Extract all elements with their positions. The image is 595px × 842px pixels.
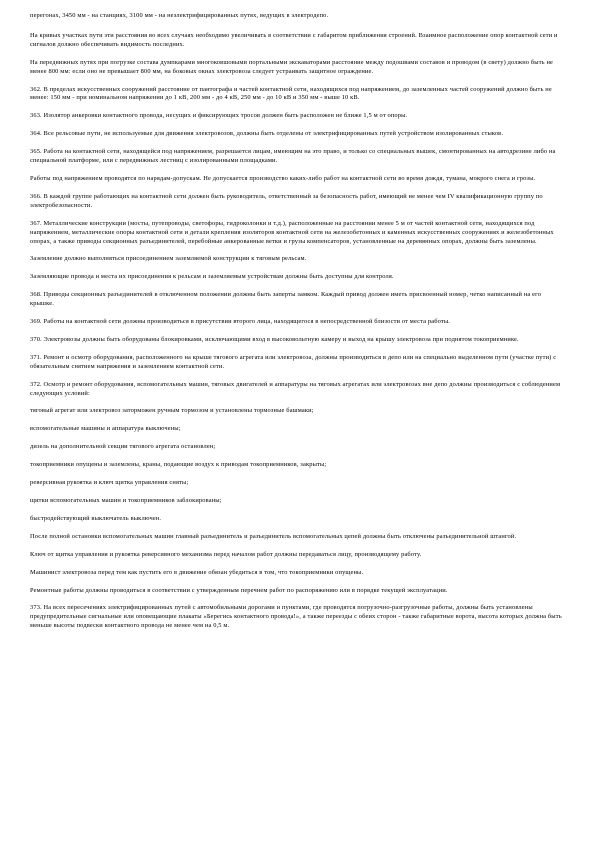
paragraph: 366. В каждой группе работающих на контактной сети должен быть руководитель, ответственный за безопасность работ, имеющий не менее чем IV квалификационную группу по электробезопасности. <box>30 192 543 209</box>
paragraph: тяговый агрегат или электровоз заторможен ручным тормозом и установлены тормозные башмаки; <box>30 407 314 415</box>
paragraph: Ремонтные работы должны проводиться в соответствии с утвержденным перечнем работ по распоряжению или в порядке текущей эксплуатации. <box>30 586 448 594</box>
paragraph: 371. Ремонт и осмотр оборудования, расположенного на крыше тягового агрегата или электровоза, должны производиться в депо или на специально выделенном пути (участке пути) с обязательным снятием напряжения и заземлением контактной сети. <box>30 353 557 370</box>
paragraph: 363. Изолятор анкеровки контактного провода, несущих и фиксирующих тросов должен быть расположен не ближе 1,5 м от опоры. <box>30 112 408 120</box>
paragraph: Работы под напряжением проводятся по нарядам-допускам. Не допускается производство каких-либо работ на контактной сети во время дождя, тумана, мокрого снега и грозы. <box>30 174 536 182</box>
paragraph: 365. Работа на контактной сети, находящейся под напряжением, разрешается лицам, имеющим на это право, и только со специальных вышек, смонтированных на автодрезине либо на специальной платформе, или с передвижных лестниц с изолированными площадками. <box>30 148 556 165</box>
paragraph: дизель на дополнительной секции тягового агрегата остановлен; <box>30 443 216 451</box>
paragraph: токоприемники опущены и заземлены, краны, подающие воздух к приводам токоприемников, закрыты; <box>30 461 327 469</box>
paragraph: 372. Осмотр и ремонт оборудования, вспомогательных машин, тяговых двигателей и аппаратуры на тяговых агрегатах или электровозах вне депо должны производиться с соблюдением следующих условий: <box>30 380 561 397</box>
paragraph: Заземляющие провода и места их присоединения к рельсам и заземляемым устройствам должны быть доступны для контроля. <box>30 273 394 281</box>
paragraph: 368. Приводы секционных разъединителей в отключенном положении должны быть заперты замком. Каждый привод должен иметь присвоенный номер, четко написанный на его крышке. <box>30 291 542 308</box>
paragraph: На передвижных путях при погрузке состава думпкарами многоковшовыми портальными экскаваторами расстояние между подошвами составов и проводом (в свету) должно быть не менее 800 мм: если оно не превышает 800 мм, на боковых окнах электровоза следует устраивать защитное ограждение. <box>30 58 554 75</box>
paragraph: быстродействующий выключатель выключен. <box>30 514 162 522</box>
paragraph: реверсивная рукоятка и ключ щитка управления сняты; <box>30 479 189 487</box>
paragraph: 364. Все рельсовые пути, не используемые для движения электровозов, должны быть отделены от электрифицированных путей устройством изолированных стыков. <box>30 130 504 138</box>
paragraph: Машинист электровоза перед тем как пустить его в движение обязан убедиться в том, что токоприемники опущены. <box>30 568 364 576</box>
paragraph: 373. На всех пересечениях электрифицированных путей с автомобильными дорогами и пунктами, где проводятся погрузочно-разгрузочные работы, должны быть установлены предупредительные сигнальные или оповещающие плакаты «Берегись контактного провода!», а также переезды с обеих сторон - также габаритные ворота, высота которых должна быть меньше высоты подвески контактного провода не менее чем на 0,5 м. <box>30 604 562 630</box>
paragraph: 362. В пределах искусственных сооружений расстояние от пантографа и частей контактной сети, находящихся под напряжением, до заземленных частей сооружений должно быть не менее: 150 мм - при номинальном напряжении до 1 кВ, 200 мм - до 4 кВ, 250 мм - до 10 кВ и 350 мм - выше 10 кВ. <box>30 85 552 102</box>
paragraph: Ключ от щитка управления и рукоятка реверсивного механизма перед началом работ должны передаваться лицу, производящему работу. <box>30 550 422 558</box>
paragraph: вспомогательные машины и аппаратура выключены; <box>30 425 181 433</box>
paragraph: 370. Электровозы должны быть оборудованы блокировками, исключающими вход в высоковольтную камеру и выход на крышу электровоза при поднятом токоприемнике. <box>30 335 519 343</box>
paragraph: перегонах, 3450 мм - на станциях, 3100 мм - на неэлектрифицированных путях, ведущих в электродепо. <box>30 12 329 19</box>
paragraph: На кривых участках пути эти расстояния во всех случаях необходимо увеличивать в соответствии с габаритом приближения строений. Взаимное расположение опор контактной сети и сигналов должно обеспечивать видимость последних. <box>30 31 558 48</box>
paragraph: Заземление должно выполняться присоединением заземляемой конструкции к тяговым рельсам. <box>30 255 307 263</box>
paragraph: После полной остановки вспомогательных машин главный разъединитель и разъединитель вспомогательных цепей должны быть отключены разъединительной штангой. <box>30 532 517 540</box>
paragraph: 367. Металлические конструкции (мосты, путепроводы, светофоры, гидроколонки и т.д.), расположенные на расстоянии менее 5 м от частей контактной сети, находящихся под напряжением, металлические опоры контактной сети и детали крепления изоляторов контактной сети на железобетонных и каменных искусственных сооружениях и железобетонных опорах, а также приводы секционных разъединителей, перебойные анкерованные ветки и грузы компенсаторов, установленные на деревянных опорах, должны быть заземлены. <box>30 219 554 245</box>
paragraph: 369. Работы на контактной сети должны производиться в присутствии второго лица, находящегося в непосредственной близости от места работы. <box>30 318 451 326</box>
paragraph: щитки вспомогательных машин и токоприемников заблокированы; <box>30 497 222 504</box>
